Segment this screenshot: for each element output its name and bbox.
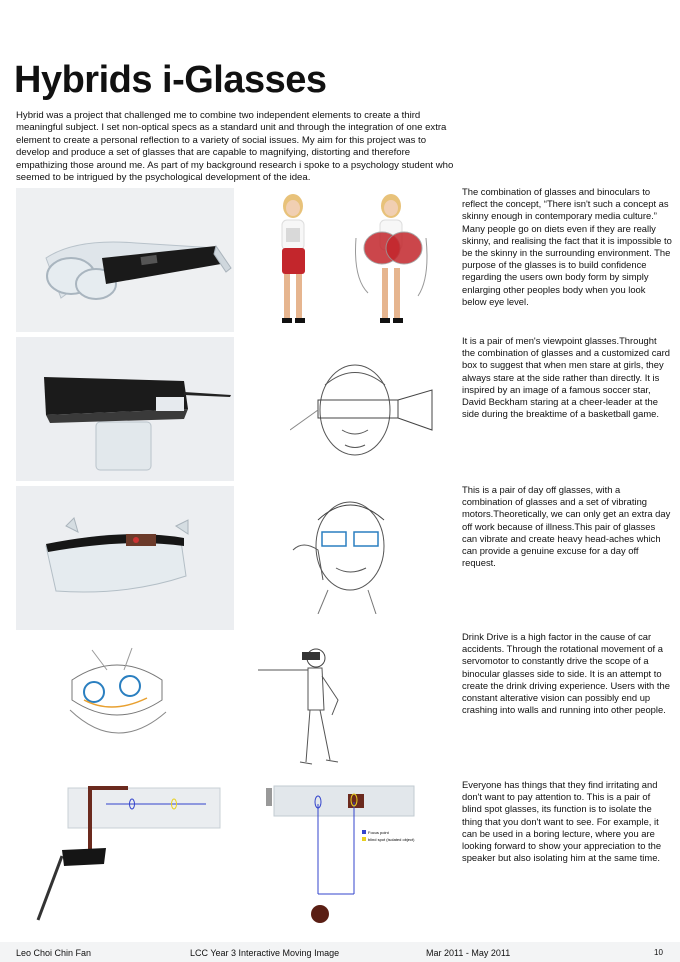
photo-blindspot-glasses	[16, 780, 234, 928]
section-3-text: This is a pair of day off glasses, with a combination of glasses and a set of vibrating motors.Theoretically, we can only get an extra day off work because of illness.This pair of glasses can vibrate and create heavy head-aches which can provide a genuine excuse for a day off request.	[462, 484, 671, 569]
page-title: Hybrids i-Glasses	[14, 59, 327, 101]
sketch-man-drunk-walk	[258, 640, 354, 770]
legend-focus-point: Focus point	[368, 830, 389, 835]
intro-paragraph: Hybrid was a project that challenged me to combine two independent elements to create a third meaningful subject. I set non-optical specs as a standard unit and through the integration of one extra element to create a personal reflection to a variety of social issues. My aim for this project was to develop and produce a set of glasses that are capable to magnifying, distorting and therefore empathizing those around me. As part of my background research i spoke to a psychology student who seemed to be intrigued by the psychological development of the idea.	[16, 110, 454, 184]
section-2-text: It is a pair of men's viewpoint glasses.Throught the combination of glasses and a customized card box to suggest that when men stare at girls, they always stare at the side rather than directly. It is inspired by an image of a famous soccer star, David Beckham staring at a cheer-leader at the side during the breaktime of a basketball game.	[462, 335, 670, 420]
legend-blind-spot: blind spot (isolated object)	[368, 837, 415, 842]
photo-viewpoint-glasses	[16, 337, 234, 481]
section-1-text: The combination of glasses and binoculars to reflect the concept, “There isn't such a concept as skinny enough in contemporary media culture.” Many people go on diets even if they are really skinny, and realising the fact that it is impossible to be the skinny in the surrounding environment. The purpose of the glasses is to build confidence regarding the users own body form by simply enlarging other peoples body when you look below eye level.	[462, 186, 672, 307]
section-4-text: Drink Drive is a high factor in the cause of car accidents. Through the rotational movement of a servomotor to constantly drive the scope of a binocular glasses side to side. It is an attempt to create the drink driving experience. Users with the constant alterative vision can possibly end up crashing into walls and running into other people.	[462, 631, 670, 716]
footer-page-number: 10	[654, 948, 663, 957]
diagram-blindspot-focus	[262, 782, 418, 930]
photo-dayoff-glasses	[16, 486, 234, 630]
page-footer	[0, 942, 680, 962]
sketch-binocular-servo-glasses	[62, 640, 172, 758]
sketch-man-side-glance	[290, 350, 440, 470]
photo-woman-front	[262, 188, 324, 332]
sketch-man-headache	[288, 490, 400, 614]
section-5-text: Everyone has things that they find irritating and don't want to pay attention to. This is a pair of blind spot glasses, its function is to isolate the thing that you don't want to see. For example, it can be used in a boring lecture, where you are looking forward to show your appreciation to the speaker but also isolating him at the same time.	[462, 779, 662, 864]
footer-course: LCC Year 3 Interactive Moving Image	[190, 948, 340, 958]
photo-binocular-glasses	[16, 188, 234, 332]
footer-author: Leo Choi Chin Fan	[16, 948, 92, 958]
footer-dates: Mar 2011 - May 2011	[426, 948, 511, 958]
photo-woman-enlarged	[348, 188, 434, 332]
